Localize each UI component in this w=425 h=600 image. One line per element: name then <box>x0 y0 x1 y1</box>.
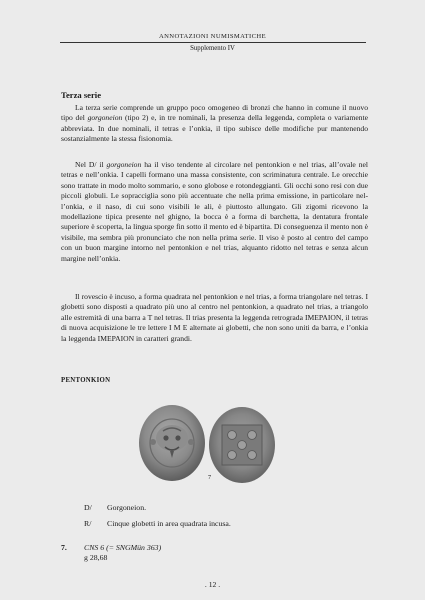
running-header-title: ANNOTAZIONI NUMISMATICHE <box>158 33 267 40</box>
paragraph-1 <box>61 103 368 145</box>
figure-number: 7 <box>208 474 212 481</box>
reverse-value: Cinque globetti in area quadrata incusa. <box>107 519 231 528</box>
entry-reference: CNS 6 (= SNGMün 363) <box>84 543 162 552</box>
denomination-label: PENTONKION <box>61 377 111 384</box>
page-number: . 12 . <box>204 580 221 589</box>
header-rule <box>60 42 366 43</box>
coin-obverse <box>139 405 205 481</box>
coin-reverse <box>209 407 275 483</box>
obverse-description <box>84 503 146 512</box>
section-title: Terza serie <box>61 90 102 100</box>
reverse-description <box>84 519 231 528</box>
italic-term: gorgoneion <box>87 113 123 123</box>
obverse-key: D/ <box>84 503 92 512</box>
paragraph-2 <box>61 160 368 264</box>
entry-weight: g 28,68 <box>84 553 108 562</box>
paragraph-1-text: La terza serie comprende un gruppo poco omogeneo di bronzi che hanno in comune il nuovo tipo del gorgoneion (tipo 2) e, in tre nominali, la presenza della leggenda, completa o variamente abbreviata. In due nominali, il tetras e l’onkia, il tipo subisce delle modifiche pur mantenendo sostanzialmente la stessa fisionomia. <box>61 103 368 144</box>
paragraph-3-text: Il rovescio è incuso, a forma quadrata nel pentonkion e nel trias, a forma triangolare nel tetras. I globetti sono disposti a quadrato più uno al centro nel pentonkion, a quadrato nel trias, a triangolo alle estremità di una barra a T nel tetras. Il trias presenta la leggenda retrograda IMEPAION, il tetras di nuova acquisizione le tre lettere I M E alternate ai globetti, che non sono uniti da barra, e l’onkia la leggenda IMEPAION in caratteri grandi. <box>61 292 368 343</box>
entry-number: 7. <box>61 543 67 552</box>
italic-term: gorgoneion <box>106 160 142 169</box>
obverse-value: Gorgoneion. <box>107 503 147 512</box>
paragraph-2-text: Nel D/ il gorgoneion ha il viso tendente al circolare nel pentonkion e nel trias, all’ovale nel tetras e nell’onkia. I capelli formano una massa consistente, con scriminatura centrale. Le orecchie sono trattate in modo molto sommario, e sono globose e rotondeggianti. Gli occhi sono resi con due piccoli globuli. Le sopracciglia sono più accentuate che nella prima emissione, in particolare nell’onkia, e il naso, di cui sono visibili le ali, è piuttosto allungato. Gli zigomi ricevono la modellazione tipica presente nel ghigno, la bocca è a forma di barchetta, la dentatura frontale superiore è scoperta, la lingua sporge fin sotto il mento ed è bipartita. Di conseguenza il mento non è visibile, ma sembra più pronunciato che non nella prima serie. Il viso è posto al centro del campo con un buon margine intorno nel pentonkion e nel trias, alquanto ridotto nel tetras e senza alcun margine nell’onkia. <box>61 160 368 263</box>
catalog-entry <box>61 543 161 563</box>
running-header-subtitle: Supplemento IV <box>190 45 235 52</box>
reverse-key: R/ <box>84 519 92 528</box>
paragraph-3 <box>61 292 368 344</box>
